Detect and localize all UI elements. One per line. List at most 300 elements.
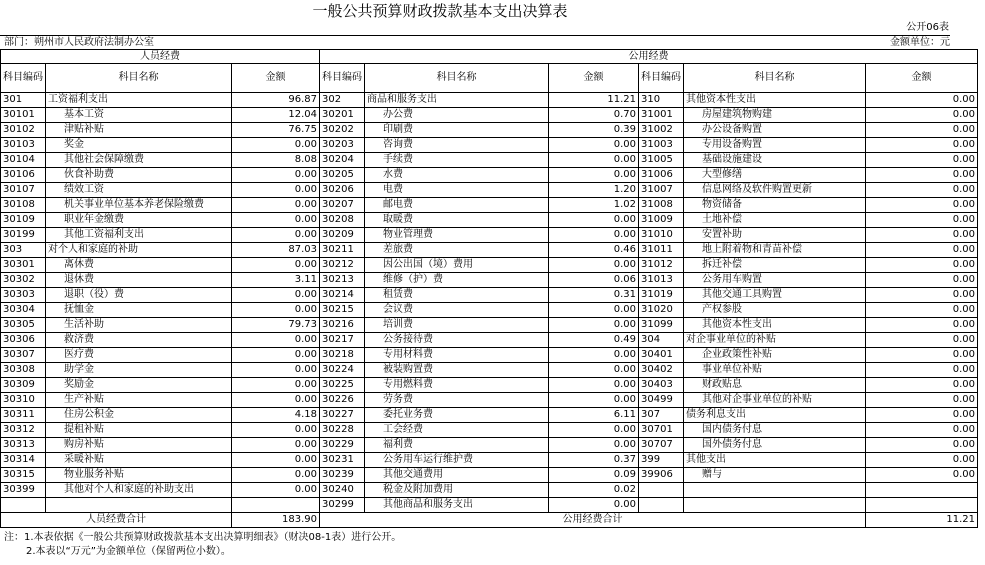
subject-code-cell: 30231 <box>320 453 365 468</box>
table-row <box>1 498 978 513</box>
amount-cell: 0.00 <box>866 348 978 363</box>
subject-code-cell: 31008 <box>639 198 684 213</box>
personnel-total-value: 183.90 <box>232 513 320 528</box>
table-row <box>1 213 978 228</box>
subject-name-cell: 助学金 <box>46 363 232 378</box>
subject-code-cell <box>639 498 684 513</box>
subject-code-cell: 31019 <box>639 288 684 303</box>
amount-cell: 0.00 <box>549 318 639 333</box>
amount-cell: 0.00 <box>866 228 978 243</box>
amount-cell: 0.00 <box>549 438 639 453</box>
subject-name-cell: 企业政策性补贴 <box>684 348 866 363</box>
amount-cell: 0.00 <box>549 228 639 243</box>
subject-code-cell: 30106 <box>1 168 46 183</box>
subject-name-cell: 公务用车购置 <box>684 273 866 288</box>
amount-cell: 0.00 <box>232 363 320 378</box>
subject-code-cell: 30311 <box>1 408 46 423</box>
subject-name-cell: 专用燃料费 <box>365 378 549 393</box>
subject-name-cell: 培训费 <box>365 318 549 333</box>
amount-cell: 0.00 <box>232 483 320 498</box>
subject-code-cell: 307 <box>639 408 684 423</box>
subject-name-cell: 提租补贴 <box>46 423 232 438</box>
table-row <box>1 348 978 363</box>
subject-name-cell: 物资储备 <box>684 198 866 213</box>
table-row <box>1 198 978 213</box>
subject-name-cell: 委托业务费 <box>365 408 549 423</box>
subject-name-cell: 国内债务付息 <box>684 423 866 438</box>
subject-name-cell: 公务接待费 <box>365 333 549 348</box>
subject-code-cell: 30202 <box>320 123 365 138</box>
subject-code-cell: 30302 <box>1 273 46 288</box>
subject-name-cell: 离休费 <box>46 258 232 273</box>
subject-name-cell: 职业年金缴费 <box>46 213 232 228</box>
subject-name-cell: 奖励金 <box>46 378 232 393</box>
amount-cell: 0.00 <box>866 273 978 288</box>
subject-code-cell: 30499 <box>639 393 684 408</box>
amount-cell: 96.87 <box>232 93 320 108</box>
amount-cell: 0.49 <box>549 333 639 348</box>
amount-header: 金额 <box>549 64 639 93</box>
table-row <box>1 333 978 348</box>
subject-code-cell: 30203 <box>320 138 365 153</box>
subject-name-cell: 劳务费 <box>365 393 549 408</box>
table-row <box>1 183 978 198</box>
subject-code-cell: 30199 <box>1 228 46 243</box>
subject-code-cell: 30103 <box>1 138 46 153</box>
subject-code-cell: 30315 <box>1 468 46 483</box>
subject-name-cell: 救济费 <box>46 333 232 348</box>
subject-name-cell: 生产补贴 <box>46 393 232 408</box>
subject-name-cell: 工会经费 <box>365 423 549 438</box>
subject-code-cell: 31006 <box>639 168 684 183</box>
subject-name-cell: 公务用车运行维护费 <box>365 453 549 468</box>
subject-code-cell <box>1 498 46 513</box>
public-total-label: 公用经费合计 <box>320 513 866 528</box>
amount-cell: 1.02 <box>549 198 639 213</box>
subject-code-cell: 30707 <box>639 438 684 453</box>
column-header-row <box>1 64 978 93</box>
subject-code-cell: 30301 <box>1 258 46 273</box>
subject-name-cell: 住房公积金 <box>46 408 232 423</box>
amount-cell: 79.73 <box>232 318 320 333</box>
amount-cell: 0.00 <box>232 258 320 273</box>
subject-name-cell: 财政贴息 <box>684 378 866 393</box>
subject-code-cell: 30102 <box>1 123 46 138</box>
subject-code-cell: 30109 <box>1 213 46 228</box>
amount-cell <box>232 498 320 513</box>
table-row <box>1 168 978 183</box>
subject-code-cell: 30212 <box>320 258 365 273</box>
name-header: 科目名称 <box>46 64 232 93</box>
amount-header: 金额 <box>232 64 320 93</box>
amount-cell: 0.00 <box>232 138 320 153</box>
subject-code-cell: 303 <box>1 243 46 258</box>
subject-code-cell: 30305 <box>1 318 46 333</box>
subject-code-cell: 30207 <box>320 198 365 213</box>
subject-name-cell: 工资福利支出 <box>46 93 232 108</box>
subject-code-cell: 30304 <box>1 303 46 318</box>
table-row <box>1 288 978 303</box>
table-row <box>1 363 978 378</box>
amount-cell: 0.00 <box>549 258 639 273</box>
amount-cell: 0.00 <box>866 333 978 348</box>
amount-cell: 0.00 <box>549 423 639 438</box>
subject-name-cell: 基本工资 <box>46 108 232 123</box>
subject-name-cell: 医疗费 <box>46 348 232 363</box>
subject-code-cell: 31013 <box>639 273 684 288</box>
table-row <box>1 438 978 453</box>
amount-cell: 0.00 <box>866 468 978 483</box>
subject-code-cell: 30201 <box>320 108 365 123</box>
amount-cell: 0.00 <box>866 288 978 303</box>
amount-cell: 0.00 <box>232 183 320 198</box>
subject-code-cell: 31099 <box>639 318 684 333</box>
amount-cell: 0.00 <box>232 228 320 243</box>
amount-cell: 0.00 <box>232 198 320 213</box>
amount-cell: 11.21 <box>549 93 639 108</box>
subject-name-cell: 伙食补助费 <box>46 168 232 183</box>
subject-code-cell: 310 <box>639 93 684 108</box>
subject-code-cell: 31001 <box>639 108 684 123</box>
subject-name-cell: 印刷费 <box>365 123 549 138</box>
table-row <box>1 108 978 123</box>
subject-name-cell: 专用设备购置 <box>684 138 866 153</box>
subject-name-cell: 被装购置费 <box>365 363 549 378</box>
subject-code-cell: 30217 <box>320 333 365 348</box>
subject-name-cell: 事业单位补贴 <box>684 363 866 378</box>
subject-code-cell: 30399 <box>1 483 46 498</box>
subject-name-cell: 国外债务付息 <box>684 438 866 453</box>
amount-cell: 0.31 <box>549 288 639 303</box>
amount-cell: 0.00 <box>232 438 320 453</box>
amount-cell: 0.00 <box>549 348 639 363</box>
amount-cell: 0.00 <box>866 258 978 273</box>
subject-code-cell: 30309 <box>1 378 46 393</box>
table-row <box>1 258 978 273</box>
subject-name-cell: 其他对个人和家庭的补助支出 <box>46 483 232 498</box>
subject-code-cell: 31009 <box>639 213 684 228</box>
subject-code-cell: 30307 <box>1 348 46 363</box>
table-row <box>1 408 978 423</box>
personnel-total-label: 人员经费合计 <box>1 513 232 528</box>
subject-code-cell: 30108 <box>1 198 46 213</box>
footnote-2: 2.本表以“万元”为金额单位（保留两位小数）。 <box>26 546 231 557</box>
amount-cell: 0.00 <box>866 153 978 168</box>
subject-code-cell: 30701 <box>639 423 684 438</box>
subject-code-cell: 30107 <box>1 183 46 198</box>
subject-name-cell: 绩效工资 <box>46 183 232 198</box>
amount-cell: 0.00 <box>232 468 320 483</box>
subject-code-cell: 30208 <box>320 213 365 228</box>
subject-code-cell: 31020 <box>639 303 684 318</box>
amount-cell: 0.00 <box>232 423 320 438</box>
amount-cell: 0.00 <box>232 213 320 228</box>
subject-code-cell: 30229 <box>320 438 365 453</box>
subject-name-cell: 其他资本性支出 <box>684 93 866 108</box>
table-row <box>1 93 978 108</box>
amount-cell: 0.00 <box>866 213 978 228</box>
amount-cell: 0.00 <box>866 408 978 423</box>
subject-name-cell: 其他交通费用 <box>365 468 549 483</box>
subject-name-cell: 安置补助 <box>684 228 866 243</box>
subject-name-cell: 采暖补贴 <box>46 453 232 468</box>
subject-name-cell <box>46 498 232 513</box>
amount-cell: 1.20 <box>549 183 639 198</box>
amount-cell: 0.00 <box>866 198 978 213</box>
amount-cell: 0.00 <box>232 348 320 363</box>
amount-cell: 0.37 <box>549 453 639 468</box>
subject-name-cell: 会议费 <box>365 303 549 318</box>
subject-code-cell <box>639 483 684 498</box>
table-row <box>1 138 978 153</box>
subject-code-cell: 399 <box>639 453 684 468</box>
amount-cell: 0.39 <box>549 123 639 138</box>
subject-name-cell: 债务利息支出 <box>684 408 866 423</box>
subject-name-cell: 土地补偿 <box>684 213 866 228</box>
subject-name-cell: 对企事业单位的补贴 <box>684 333 866 348</box>
subject-name-cell: 差旅费 <box>365 243 549 258</box>
form-number: 公开06表 <box>906 22 949 33</box>
amount-cell: 0.00 <box>549 498 639 513</box>
subject-name-cell: 大型修缮 <box>684 168 866 183</box>
subject-name-cell: 专用材料费 <box>365 348 549 363</box>
amount-cell <box>866 483 978 498</box>
subject-code-cell: 30205 <box>320 168 365 183</box>
amount-cell: 0.00 <box>866 303 978 318</box>
subject-code-cell: 30227 <box>320 408 365 423</box>
amount-cell: 0.00 <box>866 243 978 258</box>
unit-label: 金额单位：元 <box>890 37 950 48</box>
subject-name-cell: 商品和服务支出 <box>365 93 549 108</box>
amount-cell: 0.00 <box>549 213 639 228</box>
group-header-row <box>1 50 978 64</box>
subject-name-cell: 地上附着物和青苗补偿 <box>684 243 866 258</box>
name-header: 科目名称 <box>684 64 866 93</box>
subject-name-cell: 抚恤金 <box>46 303 232 318</box>
amount-cell: 0.70 <box>549 108 639 123</box>
table-row <box>1 453 978 468</box>
subject-code-cell: 30209 <box>320 228 365 243</box>
amount-cell: 0.00 <box>866 183 978 198</box>
subject-code-cell: 30104 <box>1 153 46 168</box>
subject-name-cell: 咨询费 <box>365 138 549 153</box>
subject-name-cell: 其他商品和服务支出 <box>365 498 549 513</box>
code-header: 科目编码 <box>639 64 684 93</box>
subject-name-cell: 维修（护）费 <box>365 273 549 288</box>
subject-name-cell: 福利费 <box>365 438 549 453</box>
subject-name-cell: 退职（役）费 <box>46 288 232 303</box>
table-row <box>1 303 978 318</box>
subject-name-cell: 机关事业单位基本养老保险缴费 <box>46 198 232 213</box>
amount-cell: 0.00 <box>866 393 978 408</box>
subject-code-cell: 30228 <box>320 423 365 438</box>
amount-cell: 3.11 <box>232 273 320 288</box>
table-row <box>1 228 978 243</box>
subject-name-cell: 因公出国（境）费用 <box>365 258 549 273</box>
subject-code-cell: 30216 <box>320 318 365 333</box>
amount-cell: 0.00 <box>232 393 320 408</box>
subject-code-cell: 30213 <box>320 273 365 288</box>
amount-cell: 0.00 <box>549 363 639 378</box>
subject-code-cell: 30312 <box>1 423 46 438</box>
footnote-1: 注：1.本表依据《一般公共预算财政拨款基本支出决算明细表》（财决08-1表）进行公开。 <box>4 532 402 543</box>
subject-code-cell: 30206 <box>320 183 365 198</box>
subject-name-cell: 取暖费 <box>365 213 549 228</box>
public-group-header: 公用经费 <box>320 50 978 64</box>
amount-cell: 0.00 <box>232 378 320 393</box>
subject-code-cell: 302 <box>320 93 365 108</box>
subject-name-cell: 邮电费 <box>365 198 549 213</box>
subject-name-cell <box>684 483 866 498</box>
subject-name-cell: 基础设施建设 <box>684 153 866 168</box>
subject-code-cell: 30240 <box>320 483 365 498</box>
subject-code-cell: 30402 <box>639 363 684 378</box>
subject-name-cell: 税金及附加费用 <box>365 483 549 498</box>
amount-cell: 0.00 <box>866 108 978 123</box>
subject-name-cell: 房屋建筑物购建 <box>684 108 866 123</box>
amount-cell: 8.08 <box>232 153 320 168</box>
amount-cell: 0.00 <box>866 438 978 453</box>
footnotes <box>4 531 401 559</box>
amount-cell: 0.00 <box>549 168 639 183</box>
amount-cell: 0.00 <box>866 168 978 183</box>
table-row <box>1 468 978 483</box>
subject-code-cell: 30225 <box>320 378 365 393</box>
amount-cell: 0.00 <box>866 93 978 108</box>
subject-code-cell: 30303 <box>1 288 46 303</box>
subject-name-cell: 物业服务补贴 <box>46 468 232 483</box>
table-row <box>1 273 978 288</box>
amount-cell: 0.00 <box>866 123 978 138</box>
subject-code-cell: 31011 <box>639 243 684 258</box>
amount-header: 金额 <box>866 64 978 93</box>
totals-row <box>1 513 978 528</box>
subject-code-cell: 31002 <box>639 123 684 138</box>
amount-cell: 0.09 <box>549 468 639 483</box>
subject-name-cell: 津贴补贴 <box>46 123 232 138</box>
amount-cell: 0.00 <box>866 363 978 378</box>
amount-cell: 76.75 <box>232 123 320 138</box>
table-row <box>1 243 978 258</box>
amount-cell: 0.00 <box>232 303 320 318</box>
amount-cell: 0.00 <box>866 423 978 438</box>
code-header: 科目编码 <box>1 64 46 93</box>
code-header: 科目编码 <box>320 64 365 93</box>
subject-code-cell: 30314 <box>1 453 46 468</box>
amount-cell: 4.18 <box>232 408 320 423</box>
subject-name-cell: 办公费 <box>365 108 549 123</box>
table-row <box>1 423 978 438</box>
department-label: 部门：朔州市人民政府法制办公室 <box>4 37 154 48</box>
table-row <box>1 123 978 138</box>
amount-cell: 6.11 <box>549 408 639 423</box>
name-header: 科目名称 <box>365 64 549 93</box>
subject-code-cell: 30239 <box>320 468 365 483</box>
subject-code-cell: 30214 <box>320 288 365 303</box>
subject-name-cell: 购房补贴 <box>46 438 232 453</box>
subject-code-cell: 30310 <box>1 393 46 408</box>
subject-name-cell: 办公设备购置 <box>684 123 866 138</box>
amount-cell: 0.00 <box>232 288 320 303</box>
amount-cell: 0.00 <box>549 138 639 153</box>
subject-code-cell: 304 <box>639 333 684 348</box>
subject-code-cell: 30299 <box>320 498 365 513</box>
subject-name-cell: 对个人和家庭的补助 <box>46 243 232 258</box>
subject-code-cell: 31005 <box>639 153 684 168</box>
subject-name-cell: 电费 <box>365 183 549 198</box>
subject-name-cell <box>684 498 866 513</box>
report-title: 一般公共预算财政拨款基本支出决算表 <box>312 2 568 20</box>
amount-cell: 0.06 <box>549 273 639 288</box>
table-row <box>1 483 978 498</box>
subject-name-cell: 赠与 <box>684 468 866 483</box>
amount-cell: 0.00 <box>866 453 978 468</box>
subject-code-cell: 31003 <box>639 138 684 153</box>
subject-name-cell: 奖金 <box>46 138 232 153</box>
amount-cell <box>866 498 978 513</box>
personnel-group-header: 人员经费 <box>1 50 320 64</box>
subject-name-cell: 信息网络及软件购置更新 <box>684 183 866 198</box>
subject-code-cell: 30306 <box>1 333 46 348</box>
department-line <box>0 35 950 49</box>
subject-name-cell: 物业管理费 <box>365 228 549 243</box>
amount-cell: 0.02 <box>549 483 639 498</box>
subject-name-cell: 其他社会保障缴费 <box>46 153 232 168</box>
subject-code-cell: 30403 <box>639 378 684 393</box>
subject-name-cell: 租赁费 <box>365 288 549 303</box>
amount-cell: 0.00 <box>232 453 320 468</box>
subject-name-cell: 其他交通工具购置 <box>684 288 866 303</box>
subject-name-cell: 退休费 <box>46 273 232 288</box>
subject-name-cell: 水费 <box>365 168 549 183</box>
subject-code-cell: 30401 <box>639 348 684 363</box>
subject-code-cell: 30101 <box>1 108 46 123</box>
subject-code-cell: 39906 <box>639 468 684 483</box>
table-row <box>1 378 978 393</box>
subject-code-cell: 30215 <box>320 303 365 318</box>
amount-cell: 0.00 <box>232 168 320 183</box>
subject-name-cell: 生活补助 <box>46 318 232 333</box>
amount-cell: 0.00 <box>866 318 978 333</box>
subject-code-cell: 30211 <box>320 243 365 258</box>
subject-name-cell: 拆迁补偿 <box>684 258 866 273</box>
subject-code-cell: 30226 <box>320 393 365 408</box>
amount-cell: 87.03 <box>232 243 320 258</box>
subject-code-cell: 31012 <box>639 258 684 273</box>
amount-cell: 0.00 <box>866 378 978 393</box>
subject-code-cell: 31007 <box>639 183 684 198</box>
subject-code-cell: 301 <box>1 93 46 108</box>
amount-cell: 0.00 <box>549 378 639 393</box>
table-row <box>1 318 978 333</box>
subject-code-cell: 30204 <box>320 153 365 168</box>
amount-cell: 12.04 <box>232 108 320 123</box>
subject-code-cell: 31010 <box>639 228 684 243</box>
amount-cell: 0.00 <box>549 153 639 168</box>
amount-cell: 0.00 <box>866 138 978 153</box>
subject-name-cell: 其他工资福利支出 <box>46 228 232 243</box>
subject-name-cell: 其他资本性支出 <box>684 318 866 333</box>
subject-code-cell: 30218 <box>320 348 365 363</box>
expenditure-table <box>0 49 978 528</box>
subject-name-cell: 其他对企事业单位的补贴 <box>684 393 866 408</box>
amount-cell: 0.00 <box>232 333 320 348</box>
subject-code-cell: 30308 <box>1 363 46 378</box>
amount-cell: 0.46 <box>549 243 639 258</box>
subject-code-cell: 30224 <box>320 363 365 378</box>
table-row <box>1 153 978 168</box>
amount-cell: 0.00 <box>549 393 639 408</box>
